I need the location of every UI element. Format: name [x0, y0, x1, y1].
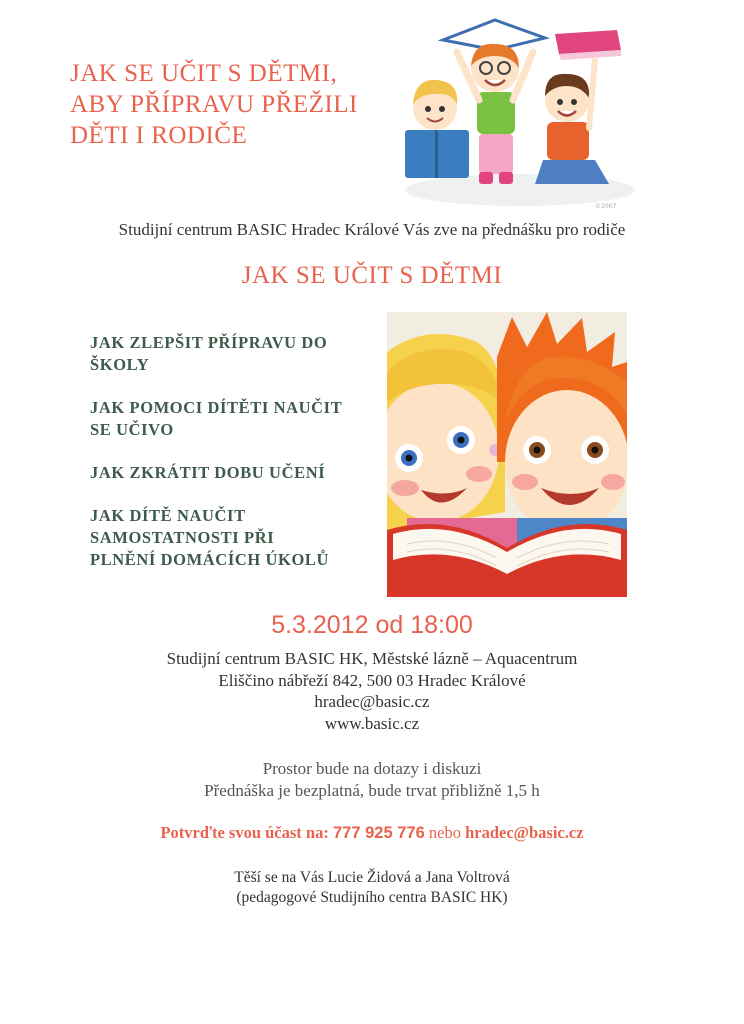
- event-info: [0, 648, 744, 734]
- event-datetime: 5.3.2012 od 18:00: [271, 611, 473, 639]
- topic-item: JAK DÍTĚ NAUČIT SAMOSTATNOSTI PŘI PLNĚNÍ DOMÁCÍCH ÚKOLŮ: [90, 506, 330, 569]
- pink-book-icon: [555, 30, 621, 60]
- headline-line-2: ABY PŘÍPRAVU PŘEŽILI: [70, 91, 358, 118]
- intro-text: Studijní centrum BASIC Hradec Králové Vás zve na přednášku pro rodiče: [118, 220, 626, 239]
- topic-item: JAK POMOCI DÍTĚTI NAUČIT SE UČIVO: [90, 398, 343, 439]
- event-venue: Studijní centrum BASIC HK, Městské lázně – Aquacentrum: [166, 649, 578, 668]
- closing-signature: [0, 868, 744, 908]
- event-website: www.basic.cz: [324, 713, 420, 733]
- event-address: Eliščino nábřeží 842, 500 03 Hradec Králové: [218, 670, 526, 690]
- headline-line-1: JAK SE UČIT S DĚTMI,: [70, 60, 338, 87]
- rsvp-phone: 777 925 776: [332, 824, 425, 842]
- topic-item: JAK ZLEPŠIT PŘÍPRAVU DO ŠKOLY: [90, 333, 328, 374]
- headline-line-3: DĚTI I RODIČE: [70, 122, 248, 149]
- topic-item: JAK ZKRÁTIT DOBU UČENÍ: [90, 463, 326, 482]
- note-discussion: Prostor bude na dotazy i diskuzi: [262, 759, 482, 778]
- lecture-title: JAK SE UČIT S DĚTMI: [241, 262, 503, 289]
- closing-line-1: Těší se na Vás Lucie Židová a Jana Voltrová: [234, 869, 510, 886]
- rsvp-line: [0, 823, 744, 843]
- rsvp-email: hradec@basic.cz: [465, 823, 584, 842]
- children-reading-illustration: [395, 12, 635, 212]
- headline: [70, 58, 358, 151]
- topic-list: [90, 332, 380, 592]
- svg-text:©2007: ©2007: [595, 203, 617, 210]
- rsvp-conjunction: nebo: [428, 823, 461, 842]
- kids-reading-book-illustration: [387, 312, 627, 597]
- rsvp-label: Potvrďte svou účast na:: [160, 823, 329, 842]
- event-email: hradec@basic.cz: [314, 692, 430, 711]
- closing-line-2: (pedagogové Studijního centra BASIC HK): [236, 889, 508, 906]
- notes: [0, 758, 744, 802]
- note-duration: Přednáška je bezplatná, bude trvat přibližně 1,5 h: [204, 781, 540, 800]
